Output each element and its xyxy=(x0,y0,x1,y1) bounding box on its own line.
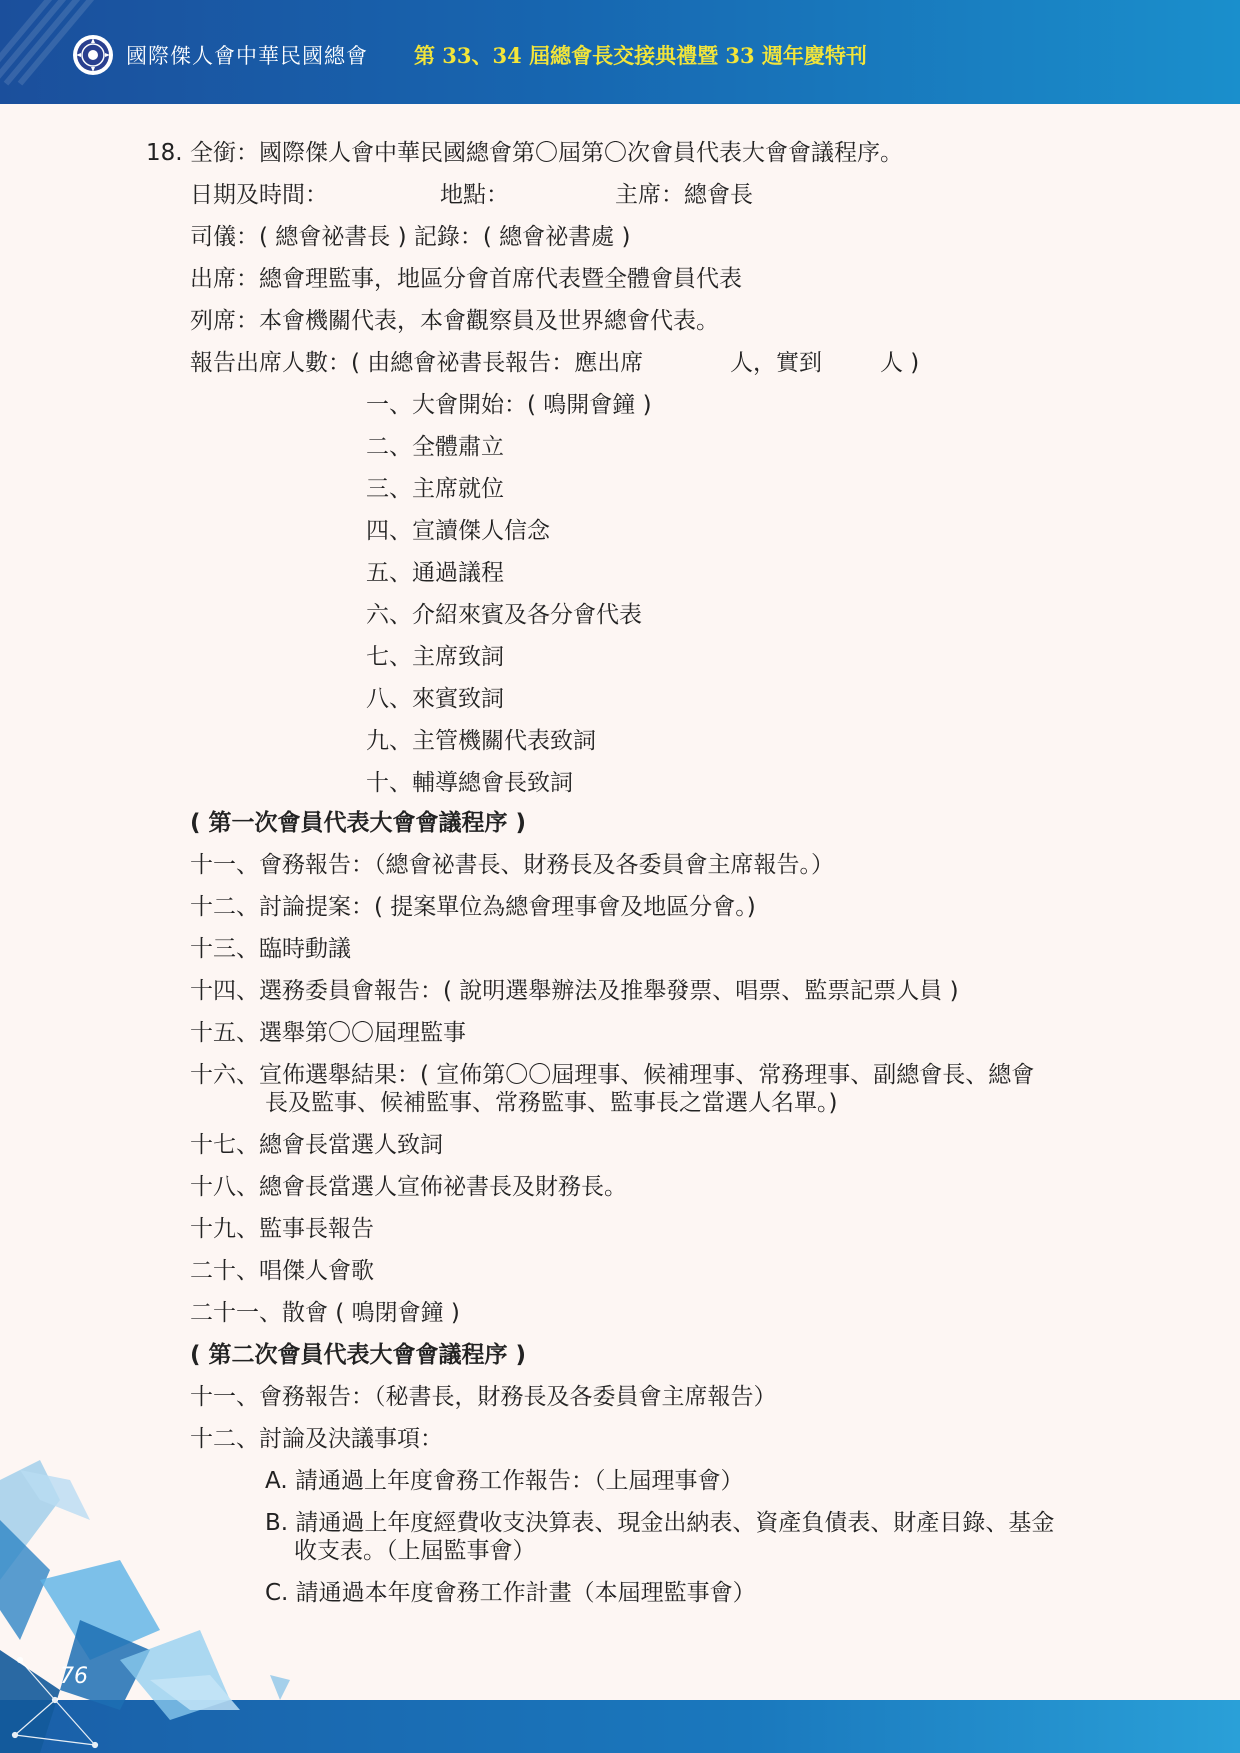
resolution-item-continued: 收支表。（上屆監事會） xyxy=(294,1538,536,1564)
opening-item: 二、全體肅立 xyxy=(366,434,504,460)
first-meeting-item: 十八、總會長當選人宣佈祕書長及財務長。 xyxy=(190,1174,627,1200)
first-meeting-item: 十九、監事長報告 xyxy=(190,1216,374,1242)
report-line-mid: 人，實到 xyxy=(730,350,822,376)
mc-line: 司儀：( 總會祕書長 ) 記錄：( 總會祕書處 ) xyxy=(190,224,631,250)
first-meeting-item: 十四、選務委員會報告：( 說明選舉辦法及推舉發票、唱票、監票記票人員 ) xyxy=(190,978,959,1004)
first-meeting-item: 二十一、散會 ( 鳴閉會鐘 ) xyxy=(190,1300,460,1326)
first-meeting-item: 十二、討論提案：( 提案單位為總會理事會及地區分會。) xyxy=(190,894,756,920)
first-meeting-heading: ( 第一次會員代表大會會議程序 ) xyxy=(190,810,527,836)
second-meeting-heading: ( 第二次會員代表大會會議程序 ) xyxy=(190,1342,527,1368)
first-meeting-item: 十五、選舉第〇〇屆理監事 xyxy=(190,1020,466,1046)
second-meeting-item: 十二、討論及決議事項： xyxy=(190,1426,443,1452)
first-meeting-item: 十三、臨時動議 xyxy=(190,936,351,962)
second-meeting-item: 十一、會務報告：（秘書長，財務長及各委員會主席報告） xyxy=(190,1384,777,1410)
opening-item: 十、輔導總會長致詞 xyxy=(366,770,573,796)
first-meeting-item: 十一、會務報告：（總會祕書長、財務長及各委員會主席報告。） xyxy=(190,852,834,878)
item-number: 18. xyxy=(146,140,183,166)
page-number: 76 xyxy=(60,1664,88,1689)
first-meeting-item: 十六、宣佈選舉結果：( 宣佈第〇〇屆理事、候補理事、常務理事、副總會長、總會 xyxy=(190,1062,1035,1088)
opening-item: 一、大會開始：( 鳴開會鐘 ) xyxy=(366,392,652,418)
opening-item: 八、來賓致詞 xyxy=(366,686,504,712)
opening-item: 九、主管機關代表致詞 xyxy=(366,728,596,754)
opening-item: 五、通過議程 xyxy=(366,560,504,586)
issue-title: 第 33、34 屆總會長交接典禮暨 33 週年慶特刊 xyxy=(414,43,867,68)
report-line-prefix: 報告出席人數：( 由總會祕書長報告：應出席 xyxy=(190,350,644,376)
first-meeting-item: 十七、總會長當選人致詞 xyxy=(190,1132,443,1158)
resolution-item: B. 請通過上年度經費收支決算表、現金出納表、資產負債表、財產目錄、基金 xyxy=(265,1510,1055,1536)
location-label: 地點： xyxy=(440,182,509,208)
date-time-label: 日期及時間： xyxy=(190,182,328,208)
first-meeting-item: 二十、唱傑人會歌 xyxy=(190,1258,374,1284)
opening-item: 六、介紹來賓及各分會代表 xyxy=(366,602,642,628)
org-name: 國際傑人會中華民國總會 xyxy=(126,44,368,68)
resolution-item: C. 請通過本年度會務工作計畫（本屆理監事會） xyxy=(265,1580,756,1606)
first-meeting-item-continued: 長及監事、候補監事、常務監事、監事長之當選人名單。) xyxy=(265,1090,838,1116)
opening-item: 四、宣讀傑人信念 xyxy=(366,518,550,544)
opening-item: 三、主席就位 xyxy=(366,476,504,502)
attend-line: 出席：總會理監事，地區分會首席代表暨全體會員代表 xyxy=(190,266,742,292)
chair-label: 主席：總會長 xyxy=(615,182,753,208)
resolution-item: A. 請通過上年度會務工作報告：（上屆理事會） xyxy=(265,1468,744,1494)
report-line-end: 人 ) xyxy=(880,350,920,376)
agenda-title: 全銜：國際傑人會中華民國總會第〇屆第〇次會員代表大會會議程序。 xyxy=(190,140,903,166)
observers-line: 列席：本會機關代表，本會觀察員及世界總會代表。 xyxy=(190,308,719,334)
decorative-shapes-icon xyxy=(0,1460,300,1753)
opening-item: 七、主席致詞 xyxy=(366,644,504,670)
